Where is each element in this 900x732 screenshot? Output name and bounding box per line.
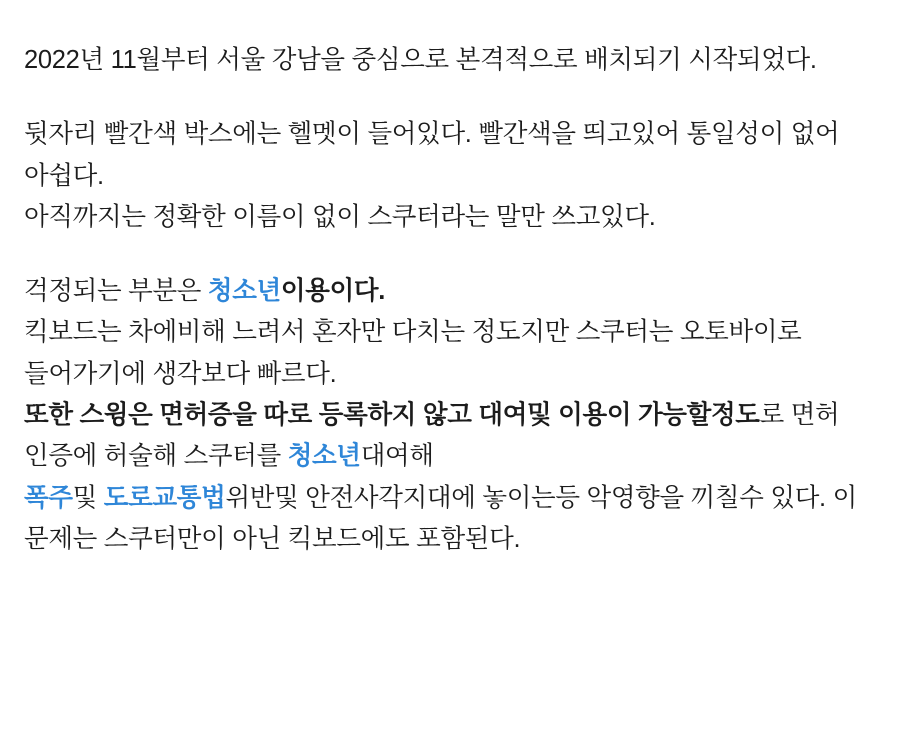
paragraph-1 (24, 40, 876, 81)
paragraph-5 (24, 312, 876, 395)
paragraph-2 (24, 114, 876, 197)
text-run: 걱정되는 부분은 (24, 277, 208, 306)
paragraph-3 (24, 197, 876, 238)
paragraph-6 (24, 395, 876, 478)
paragraph-spacer (24, 81, 876, 114)
text-run: 대여해 (360, 442, 434, 471)
link-youth[interactable]: 청소년 (207, 277, 281, 306)
text-run-bold: 이용이다. (280, 277, 386, 306)
text-run: 및 (72, 483, 104, 512)
paragraph-4 (24, 271, 876, 312)
paragraph-spacer (24, 238, 876, 271)
paragraph-7 (24, 478, 876, 561)
text-run: 킥보드는 차에비해 느려서 혼자만 다치는 정도지만 스쿠터는 오토바이로 들어가기에 생각보다 빠르다. (24, 318, 802, 388)
text-run: 2022년 11월부터 서울 강남을 중심으로 본격적으로 배치되기 시작되었다. (24, 46, 817, 74)
article-body (24, 40, 876, 560)
link-reckless-driving[interactable]: 폭주 (24, 483, 73, 512)
text-run: 뒷자리 빨간색 박스에는 헬멧이 들어있다. 빨간색을 띄고있어 통일성이 없어 아쉽다. (24, 120, 840, 190)
link-youth-2[interactable]: 청소년 (287, 442, 361, 471)
text-run: 로 면허 인증에 허술해 스쿠터를 (24, 401, 840, 471)
text-run: 위반및 안전사각지대에 놓이는등 악영향을 끼칠수 있다. 이 문제는 스쿠터만이 아닌 킥보드에도 포함된다. (24, 483, 857, 553)
text-run: 아직까지는 정확한 이름이 없이 스쿠터라는 말만 쓰고있다. (24, 202, 656, 231)
link-road-traffic-act[interactable]: 도로교통법 (103, 483, 226, 512)
text-run-bold: 또한 스윙은 면허증을 따로 등록하지 않고 대여및 이용이 가능할정도 (24, 401, 760, 430)
